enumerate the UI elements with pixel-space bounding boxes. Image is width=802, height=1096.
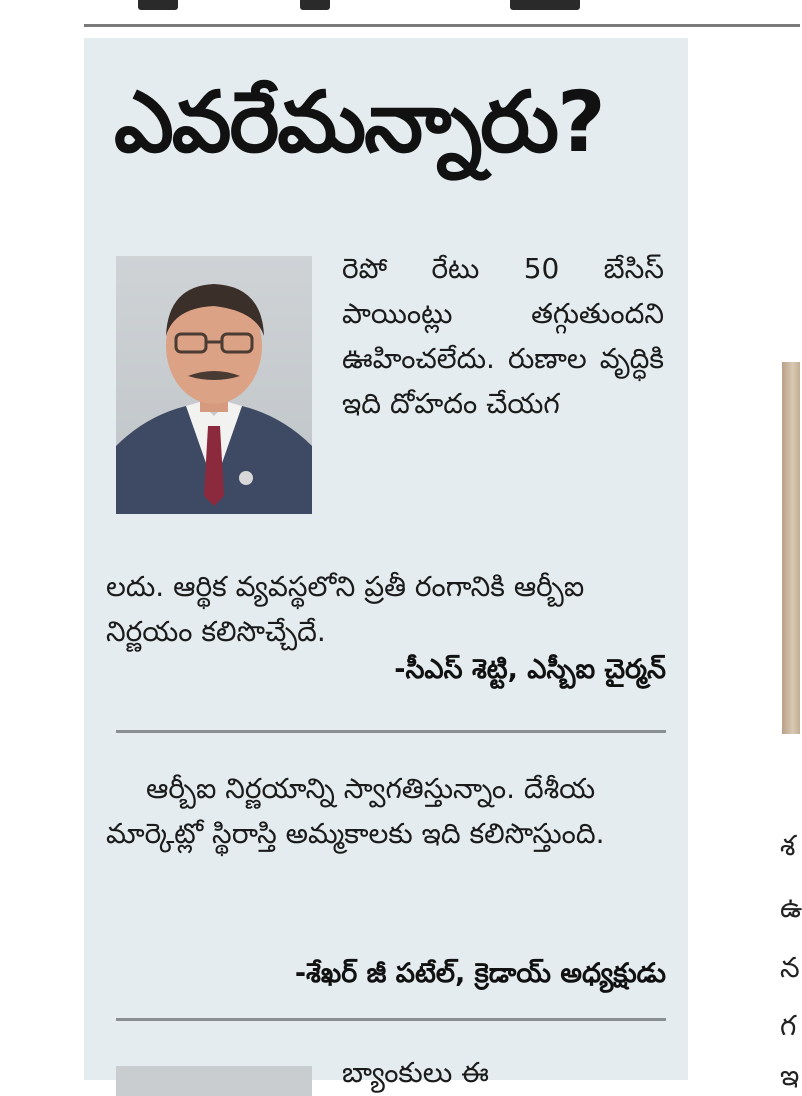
portrait-illustration <box>116 256 312 514</box>
quote1-text-beside-photo: రెపో రేటు 50 బేసిస్ పాయింట్లు తగ్గుతుందని ఊహించలేదు. రుణాల వృద్ధికి ఇది దోహదం చేయగ <box>342 252 664 420</box>
quote1-text-below-photo: లదు. ఆర్థిక వ్యవస్థలోని ప్రతీ రంగానికి ఆర్బీఐ నిర్ణయం కలిసొచ్చేదే. <box>106 570 585 648</box>
next-person-photo <box>116 1066 312 1096</box>
adjacent-article-image <box>782 362 800 734</box>
quote3-text-partial: బ్యాంకులు ఈ <box>342 1056 489 1089</box>
quotes-panel <box>84 38 688 1089</box>
quote2-text: ఆర్బీఐ నిర్ణయాన్ని స్వాగతిస్తున్నాం. దేశీయ మార్కెట్లో స్థిరాస్తి అమ్మకాలకు ఇది కలిసొస్తుంది. <box>106 772 605 850</box>
person-photo-cs-setty <box>116 256 312 514</box>
top-text-fragment <box>510 0 580 10</box>
adjacent-text-glyph: న <box>780 951 800 984</box>
quote2-attribution: -శేఖర్ జీ పటేల్, క్రెడాయ్ అధ్యక్షుడు <box>294 958 666 989</box>
top-rule <box>84 24 800 27</box>
adjacent-text-glyph: గ <box>780 1009 797 1042</box>
quote-divider <box>116 1018 666 1021</box>
quote-divider <box>116 730 666 733</box>
adjacent-text-glyph: ఉ <box>780 891 802 924</box>
quote1-attribution: -సీఎస్ శెట్టి, ఎస్బీఐ చైర్మన్ <box>394 654 666 685</box>
top-text-fragment <box>138 0 178 10</box>
top-text-fragment <box>300 0 330 10</box>
adjacent-text-glyph: శ <box>780 829 796 862</box>
adjacent-text-glyph: ఇ <box>780 1059 800 1092</box>
panel-headline: ఎవరేమన్నారు? <box>114 73 604 171</box>
